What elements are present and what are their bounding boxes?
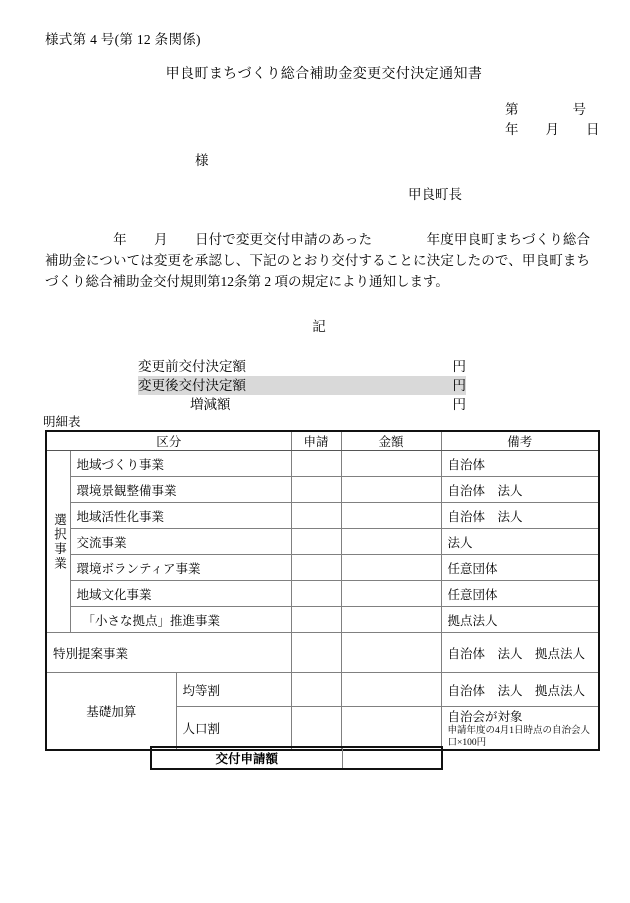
row-remark: 拠点法人 <box>441 607 599 633</box>
row-name: 特別提案事業 <box>46 633 291 673</box>
document-title: 甲良町まちづくり総合補助金変更交付決定通知書 <box>165 67 483 82</box>
amount-row-after <box>138 376 466 395</box>
total-table <box>150 746 443 770</box>
row-application[interactable] <box>291 607 341 633</box>
form-number: 様式第 4 号(第 12 条関係) <box>45 32 201 47</box>
addressee-honorific: 様 <box>195 153 209 168</box>
row-name: 環境景観整備事業 <box>70 477 291 503</box>
table-header-row <box>46 431 599 451</box>
row-remark: 任意団体 <box>441 581 599 607</box>
vertical-label-text: 選択事業 <box>52 512 67 571</box>
row-application[interactable] <box>291 633 341 673</box>
row-amount[interactable] <box>341 633 441 673</box>
row-application[interactable] <box>291 555 341 581</box>
remark-note: 申請年度の4月1日時点の自治会人口×100円 <box>447 726 591 748</box>
total-row-wrap <box>150 746 441 770</box>
table-row <box>46 581 599 607</box>
row-name: 均等割 <box>176 673 291 707</box>
group-label-select <box>46 451 70 633</box>
row-name: 「小さな拠点」推進事業 <box>70 607 291 633</box>
row-name: 交流事業 <box>70 529 291 555</box>
row-name: 環境ボランティア事業 <box>70 555 291 581</box>
row-remark: 自治体 法人 <box>441 503 599 529</box>
table-caption: 明細表 <box>43 415 81 429</box>
row-remark: 自治体 法人 拠点法人 <box>441 673 599 707</box>
row-application[interactable] <box>291 529 341 555</box>
row-remark: 自治体 <box>441 451 599 477</box>
row-amount[interactable] <box>341 555 441 581</box>
body-paragraph: 年 月 日付で変更交付申請のあった 年度甲良町まちづくり総合補助金については変更を承認し、下記のとおり交付することに決定したので、甲良町まちづくり総合補助金交付規則第12条第 2 項の規定により通知します。 <box>45 232 590 289</box>
row-amount[interactable] <box>341 477 441 503</box>
amount-unit: 円 <box>452 397 466 412</box>
total-value[interactable] <box>342 747 442 769</box>
total-label: 交付申請額 <box>151 747 342 769</box>
amount-label: 変更前交付決定額 <box>138 359 246 374</box>
table-row <box>46 607 599 633</box>
header-remark: 備考 <box>441 431 599 451</box>
row-amount[interactable] <box>341 529 441 555</box>
row-application[interactable] <box>291 707 341 751</box>
document-number-line: 第 号 <box>505 102 586 117</box>
row-name: 人口割 <box>176 707 291 751</box>
table-row-special <box>46 633 599 673</box>
row-name: 地域活性化事業 <box>70 503 291 529</box>
table-row <box>46 529 599 555</box>
table-row <box>46 477 599 503</box>
document-date-line: 年 月 日 <box>505 122 600 137</box>
row-application[interactable] <box>291 673 341 707</box>
row-amount[interactable] <box>341 673 441 707</box>
row-remark: 任意団体 <box>441 555 599 581</box>
group-label-base: 基礎加算 <box>46 673 176 751</box>
detail-table <box>45 430 600 751</box>
detail-table-wrap <box>45 430 598 751</box>
row-application[interactable] <box>291 477 341 503</box>
row-amount[interactable] <box>341 607 441 633</box>
amount-row-before <box>138 357 466 376</box>
amount-label: 変更後交付決定額 <box>138 378 246 393</box>
table-row <box>46 555 599 581</box>
ki-marker: 記 <box>312 319 326 334</box>
row-amount[interactable] <box>341 451 441 477</box>
row-application[interactable] <box>291 503 341 529</box>
row-application[interactable] <box>291 451 341 477</box>
amount-label: 増減額 <box>190 397 231 412</box>
amount-unit: 円 <box>452 378 466 393</box>
row-remark <box>441 707 599 751</box>
issuer-name: 甲良町長 <box>408 187 462 202</box>
header-amount: 金額 <box>341 431 441 451</box>
row-remark: 法人 <box>441 529 599 555</box>
row-remark: 自治体 法人 <box>441 477 599 503</box>
row-application[interactable] <box>291 581 341 607</box>
row-name: 地域づくり事業 <box>70 451 291 477</box>
row-amount[interactable] <box>341 707 441 751</box>
remark-main: 自治会が対象 <box>447 710 523 724</box>
amount-row-difference <box>138 395 466 414</box>
amount-summary <box>138 357 466 414</box>
row-remark: 自治体 法人 拠点法人 <box>441 633 599 673</box>
table-row <box>46 503 599 529</box>
table-row-total <box>151 747 442 769</box>
amount-unit: 円 <box>452 359 466 374</box>
table-row <box>46 451 599 477</box>
row-name: 地域文化事業 <box>70 581 291 607</box>
header-application: 申請 <box>291 431 341 451</box>
row-amount[interactable] <box>341 581 441 607</box>
table-row-base-equal <box>46 673 599 707</box>
row-amount[interactable] <box>341 503 441 529</box>
header-category: 区分 <box>46 431 291 451</box>
